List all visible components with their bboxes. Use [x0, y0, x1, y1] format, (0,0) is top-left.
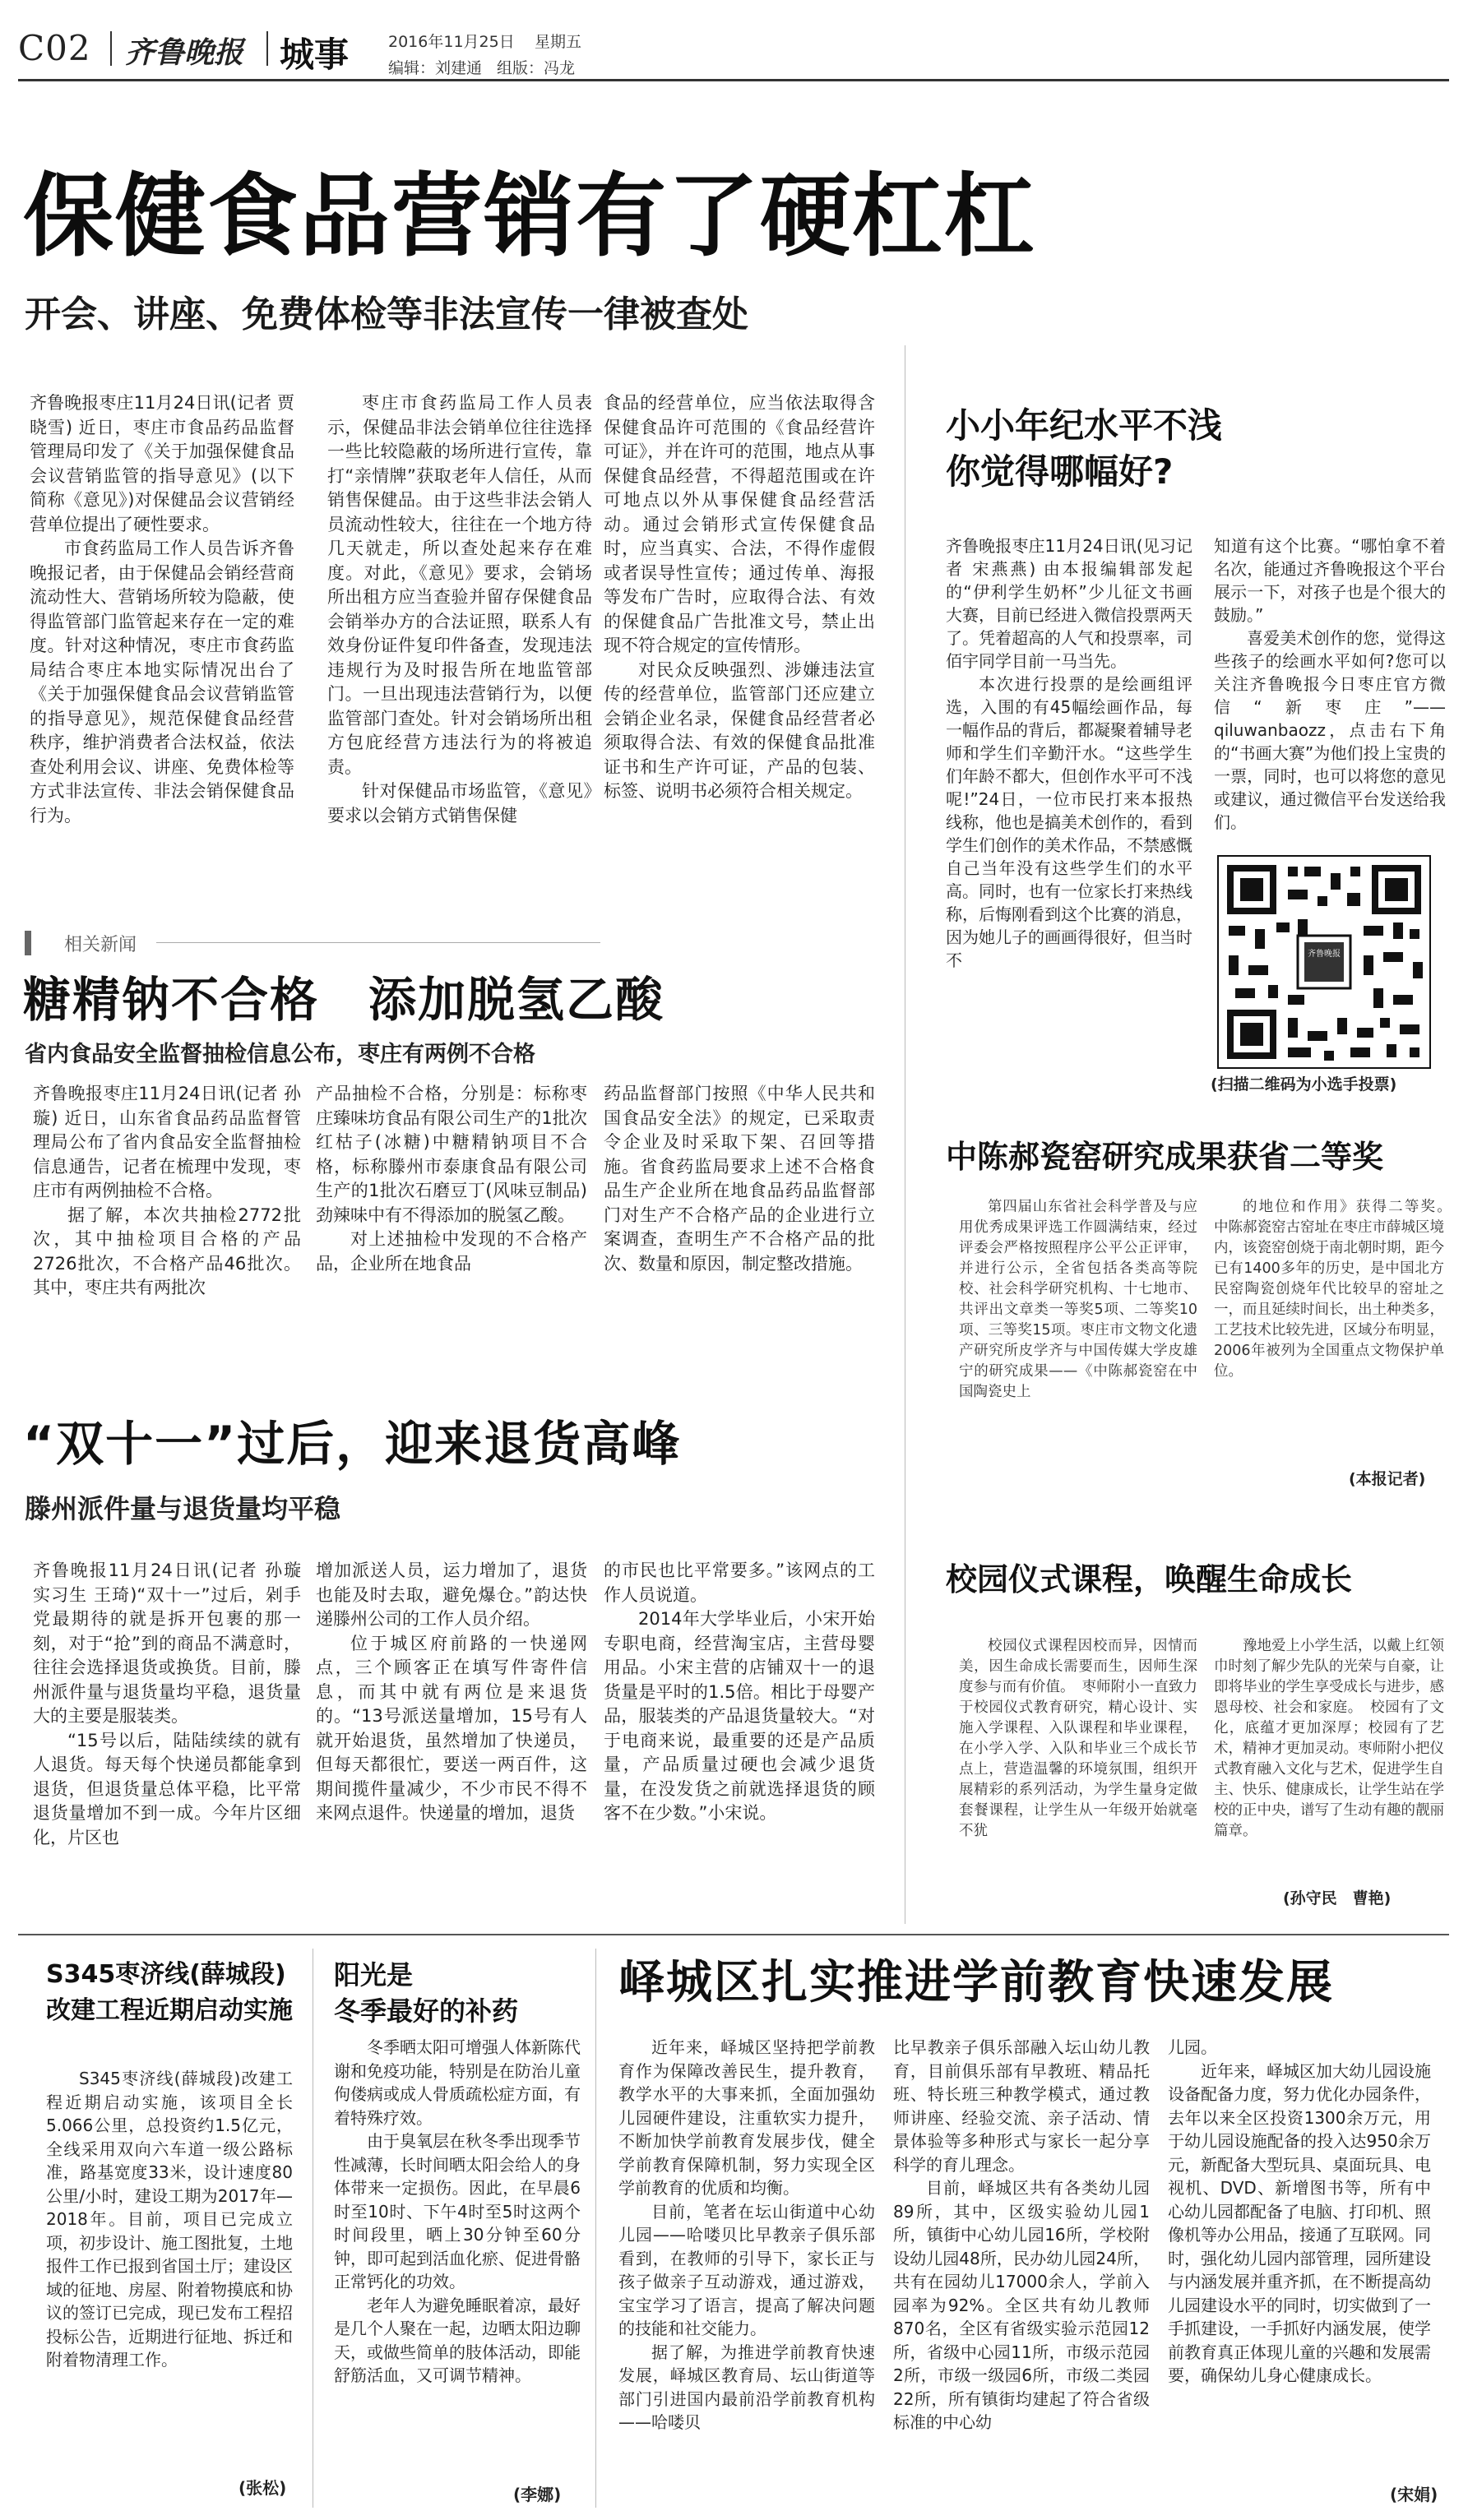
- story2-col-2: [316, 1082, 587, 1353]
- story3-paragraph: 齐鲁晚报11月24日讯(记者 孙璇 实习生 王琦)“双十一”过后，剁手党最期待的就是拆开包裹的那一刻，对于“抢”到的商品不满意时，往往会选择退货或换货。目前，滕州派件量与退货量均平稳，退货量大的主要是服装类。: [33, 1561, 301, 1726]
- story2-paragraph: 对上述抽检中发现的不合格产品，企业所在地食品: [316, 1229, 587, 1274]
- layout-credit: 组版：冯龙: [497, 59, 576, 77]
- story3-col-1: [33, 1559, 301, 1904]
- bottom1-headline: [46, 1957, 317, 2029]
- bottom2-paragraph: 冬季晒太阳可增强人体新陈代谢和免疫功能，特别是在防治儿童佝偻病或成人骨质疏松症方面，有着特殊疗效。: [334, 2037, 581, 2128]
- divider: [266, 31, 268, 66]
- sidebar2-headline: 中陈郝瓷窑研究成果获省二等奖: [946, 1139, 1384, 1175]
- masthead-rule: [18, 79, 1449, 81]
- sidebar3-headline: 校园仪式课程，唤醒生命成长: [946, 1561, 1353, 1598]
- sidebar1-paragraph: 知道有这个比赛。“哪怕拿不着名次，能通过齐鲁晚报这个平台展示一下，对孩子也是个很大的鼓励。”: [1214, 536, 1446, 625]
- story3-subhead: 滕州派件量与退货量均平稳: [25, 1493, 341, 1524]
- section-rule: [18, 1934, 1449, 1935]
- bottom1-body: [46, 2067, 293, 2495]
- bottom1-headline-line1: S345枣济线(薛城段): [46, 1960, 286, 1989]
- related-rule: [156, 942, 600, 943]
- bottom2-sign: (李娜): [513, 2485, 562, 2504]
- lead-col-2: [327, 391, 592, 901]
- related-label-text: 相关新闻: [64, 935, 137, 955]
- qr-logo-text: 齐鲁晚报: [1308, 950, 1341, 959]
- bottom3-paragraph: 据了解，为推进学前教育快速发展，峄城区教育局、坛山街道等部门引进国内最前沿学前教育机构——哈喽贝: [618, 2342, 875, 2432]
- story3-paragraph: 2014年大学毕业后，小宋开始专职电商，经营淘宝店，主营母婴用品。小宋主营的店铺双十一的退货量是平时的1.5倍。相比于母婴产品，服装类的产品退货量较大。“对于电商来说，最重要的还是产品质量，产品质量过硬也会减少退货量，在没发货之前就选择退货的顾客不在少数。”小宋说。: [604, 1609, 875, 1823]
- sidebar1-headline-line2: 你觉得哪幅好?: [946, 451, 1174, 492]
- bottom3-paragraph: 儿园。: [1168, 2037, 1217, 2057]
- section-name: 城事: [280, 35, 350, 75]
- qr-pattern-icon: [1219, 857, 1429, 1067]
- issue-weekday: 星期五: [535, 33, 582, 51]
- sidebar2-paragraph: 第四届山东省社会科学普及与应用优秀成果评选工作圆满结束，经过评委会严格按照程序公平公正评审，并进行公示，全省包括各类高等院校、社会科学研究机构、十七地市、共评出文章类一等奖5项、二等奖10项、三等奖15项。枣庄市文物文化遗产研究所皮学齐与中国传媒大学皮雄宁的研究成果——《中陈郝瓷窑在中国陶瓷史上: [959, 1199, 1197, 1400]
- story2-paragraph: 产品抽检不合格，分别是：标称枣庄臻味坊食品有限公司生产的1批次红枯子(冰糖)中糖精钠项目不合格，标称滕州市泰康食品有限公司生产的1批次石磨豆丁(风味豆制品)劲辣味中有不得添加的脱氢乙酸。: [316, 1084, 587, 1225]
- story2-headline: 糖精钠不合格 添加脱氢乙酸: [23, 972, 665, 1028]
- bottom3-paragraph: 目前，峄城区共有各类幼儿园89所，其中，区级实验幼儿园1所，镇街中心幼儿园16所，学校附设幼儿园48所，民办幼儿园24所，共有在园幼儿17000余人，学前入园率为92%。全区共有幼儿教师870名，全区有省级实验示范园12所，省级中心园11所，市级示范园2所，市级一级园6所，市级二类园22所，所有镇街均建起了符合省级标准的中心幼: [893, 2178, 1150, 2432]
- sidebar1-paragraph: 喜爱美术创作的您，觉得这些孩子的绘画水平如何?您可以关注齐鲁晚报今日枣庄官方微信“新枣庄”——qiluwanbaozz，点击右下角的“书画大赛”为他们投上宝贵的一票，同时，也可以将您的意见或建议，通过微信平台发送给我们。: [1214, 628, 1446, 832]
- qr-caption: (扫描二维码为小选手投票): [1211, 1075, 1397, 1094]
- bottom1-sign: (张松): [238, 2478, 287, 2498]
- paper-logo: 齐鲁晚报: [125, 35, 244, 70]
- story3-paragraph: 位于城区府前路的一快递网点，三个顾客正在填写件寄件信息，而其中就有两位是来退货的。“13号派送量增加，15号有人就开始退货，虽然增加了快递员，但每天都很忙，要送一两百件，这期间揽件量减少，不少市民不得不来网点退件。快递量的增加，退货: [316, 1633, 587, 1823]
- story2-col-3: [604, 1082, 875, 1353]
- bottom3-paragraph: 目前，笔者在坛山街道中心幼儿园——哈喽贝比早教亲子俱乐部看到，在教师的引导下，家长正与孩子做亲子互动游戏，通过游戏，宝宝学习了语言，提高了解决问题的技能和社交能力。: [618, 2201, 875, 2338]
- related-news-label: [25, 927, 600, 960]
- story3-paragraph: 增加派送人员，运力增加了，退货也能及时去取，避免爆仓。”韵达快递滕州公司的工作人员介绍。: [316, 1561, 587, 1629]
- sidebar2-paragraph: 的地位和作用》获得二等奖。 中陈郝瓷窑古窑址在枣庄市薛城区境内，该瓷窑创烧于南北朝时期，距今已有1400多年的历史，是中国北方民窑陶瓷创烧年代比较早的窑址之一，而且延续时间长，出土种类多，工艺技术比较先进，区域分布明显，2006年被列为全国重点文物保护单位。: [1214, 1199, 1459, 1380]
- lead-paragraph: 枣庄市食药监局工作人员表示，保健品非法会销单位往往选择一些比较隐蔽的场所进行宣传，靠打“亲情牌”获取老年人信任，从而销售保健品。由于这些非法会销人员流动性较大，往往在一个地方待几天就走，所以查处起来存在难度。对此，《意见》要求，会销场所出租方应当查验并留存保健食品会销举办方的合法证照，联系人有效身份证件复印件备查，发现违法违规行为及时报告所在地监管部门。一旦出现违法营销行为，以便监管部门查处。针对会销场所出租方包庇经营方违法行为的将被追责。: [327, 393, 592, 777]
- bottom3-col-2: [893, 2036, 1150, 2496]
- lead-headline: 保健食品营销有了硬杠杠: [23, 164, 1036, 269]
- page-number: C02: [18, 28, 91, 68]
- bottom2-paragraph: 由于臭氧层在秋冬季出现季节性减薄，长时间晒太阳会给人的身体带来一定损伤。因此，在早晨6时至10时、下午4时至5时这两个时间段里，晒上30分钟至60分钟，即可起到活血化瘀、促进骨骼正常钙化的功效。: [334, 2131, 581, 2291]
- sidebar1-paragraph: 齐鲁晚报枣庄11月24日讯(见习记者 宋燕燕) 由本报编辑部发起的“伊利学生奶杯”少儿征文书画大赛，目前已经进入微信投票两天了。凭着超高的人气和投票率，司佰宇同学目前一马当先。: [946, 536, 1192, 671]
- story2-subhead: 省内食品安全监督抽检信息公布，枣庄有两例不合格: [25, 1042, 535, 1067]
- sidebar3-col-1: [959, 1636, 1197, 1907]
- lead-paragraph: 针对保健品市场监管，《意见》要求以会销方式销售保健: [327, 781, 592, 825]
- qr-code[interactable]: [1217, 855, 1431, 1069]
- bottom2-body: [334, 2036, 581, 2496]
- sidebar1-paragraph: 本次进行投票的是绘画组评选，入围的有45幅绘画作品，每一幅作品的背后，都凝聚着辅导老师和学生们辛勤汗水。“这些学生们年龄不都大，但创作水平可不浅呢!”24日，一位市民打来本报热线称，他也是搞美术创作的，看到学生们创作的美术作品，不禁感慨自己当年没有这些学生们的水平高。同时，也有一位家长打来热线称，后悔刚看到这个比赛的消息，因为她儿子的画画得很好，但当时不: [946, 674, 1192, 970]
- story2-paragraph: 据了解，本次共抽检2772批次，其中抽检项目合格的产品2726批次，不合格产品46批次。其中，枣庄共有两批次: [33, 1205, 301, 1297]
- bottom3-col-1: [618, 2036, 875, 2496]
- sidebar1-col-1: [946, 534, 1192, 1061]
- bottom2-paragraph: 老年人为避免睡眠着凉，最好是几个人聚在一起，边晒太阳边聊天，或做些简单的肢体活动，即能舒筋活血，又可调节精神。: [334, 2295, 581, 2385]
- story3-paragraph: 的市民也比平常要多。”该网点的工作人员说道。: [604, 1561, 875, 1605]
- sidebar2-col-2: [1214, 1197, 1459, 1444]
- bottom2-headline: [334, 1957, 597, 2029]
- story3-col-3: [604, 1559, 875, 1904]
- sidebar2-sign: (本报记者): [1349, 1470, 1426, 1488]
- lead-paragraph: 食品的经营单位，应当依法取得含保健食品许可范围的《食品经营许可证》，并在许可的范围，地点从事保健食品经营，不得超范围或在许可地点以外从事保健食品经营活动。通过会销形式宣传保健食品时，应当真实、合法，不得作虚假或者误导性宣传；通过传单、海报等发布广告时，应取得合法、有效的保健食品广告批准文号，禁止出现不符合规定的宣传情形。: [604, 393, 875, 655]
- lead-paragraph: 齐鲁晚报枣庄11月24日讯(记者 贾晓雪) 近日，枣庄市食品药品监督管理局印发了《关于加强保健食品会议营销监管的指导意见》(以下简称《意见》)对保健品会议营销经营单位提出了硬性要求。: [30, 393, 294, 534]
- related-bar: [25, 931, 31, 955]
- bottom3-headline: 峄城区扎实推进学前教育快速发展: [618, 1956, 1334, 2009]
- lead-paragraph: 对民众反映强烈、涉嫌违法宣传的经营单位，监管部门还应建立会销企业名录，保健食品经营者必须取得合法、有效的保健食品批准证书和生产许可证，产品的包装、标签、说明书必须符合相关规定。: [604, 659, 875, 801]
- sidebar3-sign: (孙守民 曹艳): [1283, 1889, 1392, 1907]
- bottom3-paragraph: 近年来，峄城区加大幼儿园设施设备配备力度，努力优化办园条件，去年以来全区投资1300余万元，用于幼儿园设施配备的投入达950余万元，新配备大型玩具、桌面玩具、电视机、DVD、新增图书等，所有中心幼儿园都配备了电脑、打印机、照像机等办公用品，接通了互联网。同时，强化幼儿园内部管理，园所建设与内涵发展并重齐抓，在不断提高幼儿园建设水平的同时，切实做到了一手抓建设，一手抓好内涵发展，使学前教育真正体现儿童的兴趣和发展需要，确保幼儿身心健康成长。: [1168, 2060, 1431, 2385]
- editor-credit: 编辑：刘建通: [388, 59, 483, 77]
- story2-paragraph: 药品监督部门按照《中华人民共和国食品安全法》的规定，已采取责令企业及时采取下架、召回等措施。省食药监局要求上述不合格食品生产企业所在地食品药品监督部门对生产不合格产品的企业进行立案调查，查明生产不合格产品的批次、数量和原因，制定整改措施。: [604, 1084, 875, 1274]
- bottom3-paragraph: 比早教亲子俱乐部融入坛山幼儿教育，目前俱乐部有早教班、精品托班、特长班三种教学模式，通过教师讲座、经验交流、亲子活动、情景体验等多种形式与家长一起分享科学的育儿理念。: [893, 2037, 1150, 2175]
- sidebar1-col-2: [1214, 534, 1446, 863]
- lead-paragraph: 市食药监局工作人员告诉齐鲁晚报记者，由于保健品会销经营商流动性大、营销场所较为隐蔽，使得监管部门监管起来存在一定的难度。针对这种情况，枣庄市食药监局结合枣庄本地实际情况出台了《关于加强保健食品会议营销监管的指导意见》，规范保健食品经营秩序，维护消费者合法权益，依法查处利用会议、讲座、免费体检等方式非法宣传、非法会销保健食品行为。: [30, 539, 294, 825]
- bottom1-paragraph: S345枣济线(薛城段)改建工程近期启动实施，该项目全长5.066公里，总投资约1.5亿元，全线采用双向六车道一级公路标准，路基宽度33米，设计速度80公里/小时，建设工期为2017年—2018年。目前，项目已完成立项，初步设计、施工图批复，土地报件工作已报到省国土厅；建设区域的征地、房屋、附着物摸底和协议的签订已完成，现已发布工程招投标公告，近期进行征地、拆迁和附着物清理工作。: [46, 2069, 293, 2370]
- sidebar3-paragraph: 校园仪式课程因校而异，因情而美，因生命成长需要而生，因师生深度参与而有价值。 枣师附小一直致力于校园仪式教育研究，精心设计、实施入学课程、入队课程和毕业课程，在小学入学、入队和毕业三个成长节点上，营造温馨的环境氛围，组织开展精彩的系列活动，为学生量身定做套餐课程，让学生从一年级开始就毫不犹: [959, 1638, 1197, 1839]
- divider: [110, 31, 112, 66]
- sidebar1-headline: [946, 403, 1439, 495]
- sidebar3-paragraph: 豫地爱上小学生活，以戴上红领巾时刻了解少先队的光荣与自豪，让即将毕业的学生享受成长与进步，感恩母校、社会和家庭。 校园有了文化，底蕴才更加深厚；校园有了艺术，精神才更加灵动。枣师附小把仪式教育融入文化与艺术，促进学生自主、快乐、健康成长，让学生站在学校的正中央，谱写了生动有趣的靓丽篇章。: [1214, 1638, 1444, 1839]
- sidebar2-col-1: [959, 1197, 1197, 1468]
- bottom3-sign: (宋娟): [1390, 2485, 1438, 2504]
- lead-col-1: [30, 391, 294, 901]
- masthead: [18, 23, 1449, 81]
- issue-date: 2016年11月25日: [388, 33, 515, 51]
- sidebar1-headline-line1: 小小年纪水平不浅: [946, 405, 1223, 446]
- bottom1-headline-line2: 改建工程近期启动实施: [46, 1996, 293, 2025]
- story3-paragraph: “15号以后，陆陆续续的就有人退货。每天每个快递员都能拿到退货，但退货量总体平稳，比平常退货量增加不到一成。今年片区细化，片区也: [33, 1730, 301, 1847]
- story2-paragraph: 齐鲁晚报枣庄11月24日讯(记者 孙璇) 近日，山东省食品药品监督管理局公布了省内食品安全监督抽检信息通告，记者在梳理中发现，枣庄市有两例抽检不合格。: [33, 1084, 301, 1200]
- lead-subhead: 开会、讲座、免费体检等非法宣传一律被查处: [25, 294, 748, 335]
- lead-col-3: [604, 391, 875, 901]
- bottom3-paragraph: 近年来，峄城区坚持把学前教育作为保障改善民生，提升教育，教学水平的大事来抓，全面加强幼儿园硬件建设，注重软实力提升，不断加快学前教育发展步伐，健全学前教育保障机制，努力实现全区学前教育的优质和均衡。: [618, 2037, 875, 2198]
- bottom2-headline-line1: 阳光是: [334, 1959, 414, 1991]
- story2-col-1: [33, 1082, 301, 1353]
- column-divider: [595, 1949, 596, 2508]
- sidebar3-col-2: [1214, 1636, 1444, 1883]
- story3-headline: “双十一”过后，迎来退货高峰: [23, 1416, 682, 1472]
- bottom2-headline-line2: 冬季最好的补药: [334, 1995, 519, 2027]
- story3-col-2: [316, 1559, 587, 1904]
- bottom3-col-3: [1168, 2036, 1431, 2496]
